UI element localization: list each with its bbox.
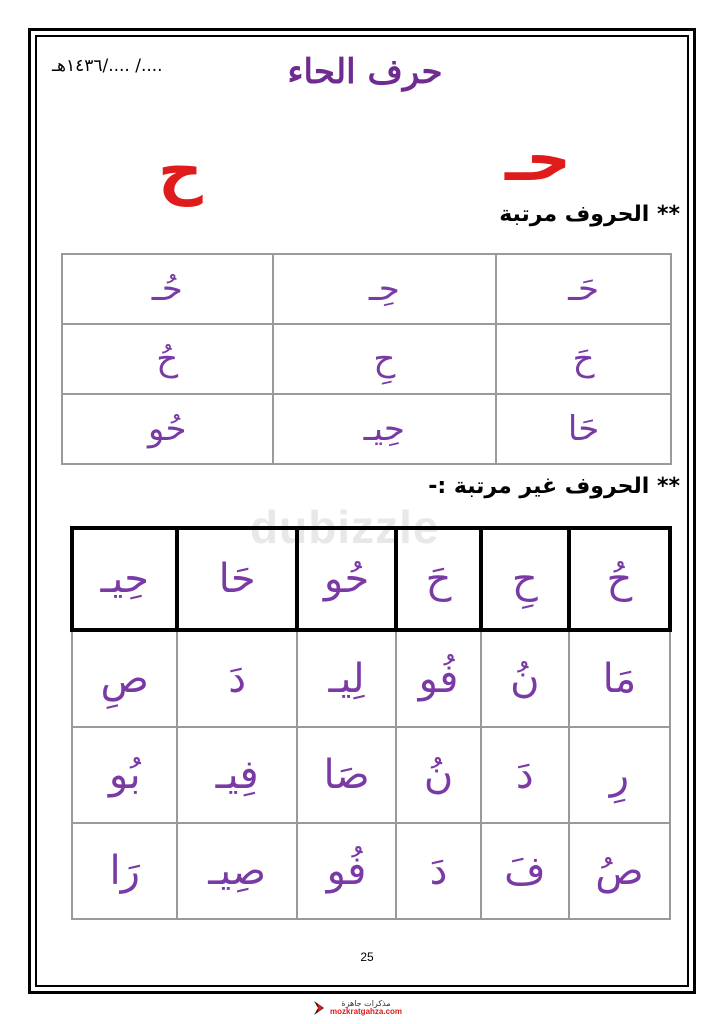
table-cell: نُ: [396, 727, 481, 823]
table-cell: صَا: [297, 727, 396, 823]
table-cell: مَا: [569, 630, 670, 727]
footer-logo: [312, 1000, 402, 1016]
table-cell: لِيـ: [297, 630, 396, 727]
table-row: [72, 727, 670, 823]
table-cell: حَا: [496, 394, 671, 464]
table-cell: حَ: [496, 324, 671, 394]
table-cell: نُ: [481, 630, 569, 727]
table-cell: فَ: [481, 823, 569, 919]
watermark: dubizzle: [250, 501, 440, 553]
table-cell: دَ: [481, 727, 569, 823]
table-row: [62, 254, 671, 324]
table-row: [72, 528, 670, 630]
date-line: ..../ ..../١٤٣٦هـ: [52, 56, 163, 76]
table-cell: فُو: [396, 630, 481, 727]
ordered-letters-table: [61, 253, 672, 465]
table-row: [62, 324, 671, 394]
unordered-letters-table: [70, 526, 672, 920]
table-cell: حِيـ: [273, 394, 497, 464]
letter-initial-form: حـ: [505, 122, 571, 195]
page-number: 25: [360, 950, 374, 964]
table-cell: حَا: [177, 528, 296, 630]
table-cell: حُو: [62, 394, 273, 464]
table-row: [72, 823, 670, 919]
table-cell: رِ: [569, 727, 670, 823]
table-cell: دَ: [177, 630, 296, 727]
logo-icon: [312, 1000, 326, 1016]
table-cell: حُو: [297, 528, 396, 630]
table-cell: حَ: [396, 528, 481, 630]
table-cell: حُ: [62, 324, 273, 394]
table-cell: صُ: [569, 823, 670, 919]
table-row: [72, 630, 670, 727]
table-cell: حِ: [273, 324, 497, 394]
logo-url: mozkratgahza.com: [330, 1007, 403, 1016]
table-cell: بُو: [72, 727, 177, 823]
table-cell: حِيـ: [72, 528, 177, 630]
table-cell: حَـ: [496, 254, 671, 324]
letter-isolated-form: ح: [158, 134, 203, 207]
ordered-heading: ** الحروف مرتبة: [499, 202, 680, 227]
table-cell: صِ: [72, 630, 177, 727]
table-cell: صِيـ: [177, 823, 296, 919]
page-title: حرف الحاء: [287, 52, 443, 92]
table-cell: حُ: [569, 528, 670, 630]
table-cell: فُو: [297, 823, 396, 919]
unordered-heading: ** الحروف غير مرتبة :-: [428, 474, 680, 499]
table-cell: حِ: [481, 528, 569, 630]
table-cell: رَا: [72, 823, 177, 919]
table-row: [62, 394, 671, 464]
logo-arabic-text: مذكرات جاهزة: [341, 999, 391, 1008]
table-cell: حِـ: [273, 254, 497, 324]
table-cell: حُـ: [62, 254, 273, 324]
table-cell: دَ: [396, 823, 481, 919]
table-cell: فِيـ: [177, 727, 296, 823]
